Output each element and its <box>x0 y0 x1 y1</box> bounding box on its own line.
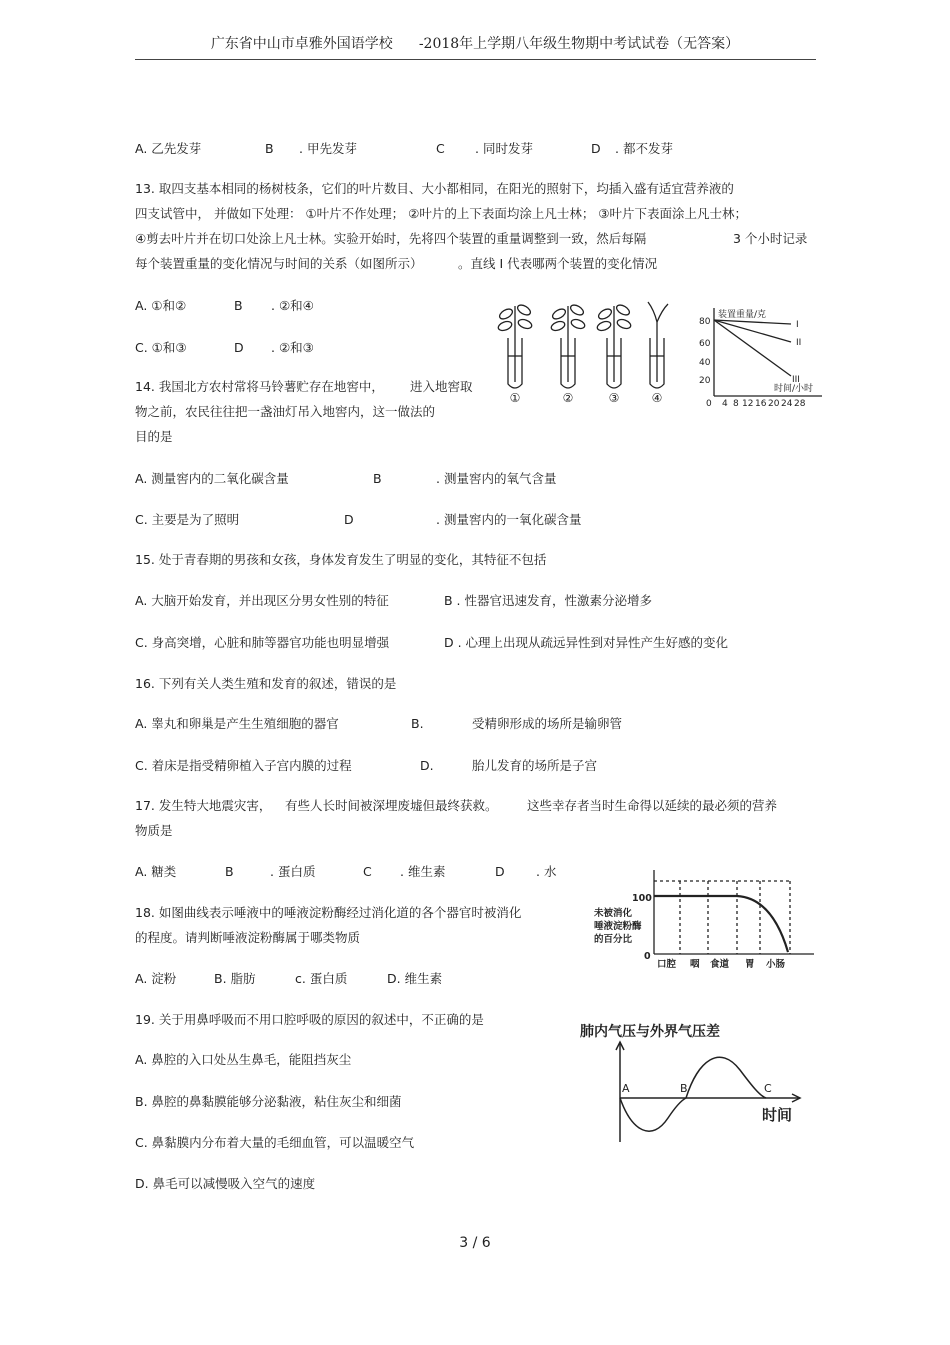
line-I-label: I <box>796 320 799 330</box>
q14-stem-line1: 14. 我国北方农村常将马铃薯贮存在地窖中， <box>135 379 384 394</box>
q15-stem: 15. 处于青春期的男孩和女孩，身体发育发生了明显的变化，其特征不包括 <box>135 552 547 567</box>
q16-option-d: 胎儿发育的场所是子宫 <box>472 758 598 773</box>
q14-option-c: C. 主要是为了照明 <box>135 512 240 527</box>
origin-label: 0 <box>644 951 651 962</box>
q17-stem-line1a: 17. 发生特大地震灾害， <box>135 798 272 813</box>
organ-esophagus: 食道 <box>710 959 730 970</box>
q13-option-d: . ②和③ <box>271 340 314 355</box>
enzyme-curve <box>654 896 788 952</box>
q17-stem-line2: 物质是 <box>135 823 173 838</box>
q13-option-a: A. ①和② <box>135 298 187 313</box>
x-tick-20: 20 <box>768 399 780 409</box>
line-II-label: II <box>796 338 802 348</box>
tube-3-label: ③ <box>608 391 620 405</box>
x-tick-12: 12 <box>742 399 754 409</box>
q13-option-d-letter: D <box>234 340 244 355</box>
q19-option-c: C. 鼻黏膜内分布着大量的毛细血管，可以温暖空气 <box>135 1135 415 1150</box>
q18-option-d: D. 维生素 <box>387 971 443 986</box>
q14-option-a: A. 测量窖内的二氧化碳含量 <box>135 471 289 486</box>
q15-option-c: C. 身高突增，心脏和肺等器官功能也明显增强 <box>135 635 390 650</box>
q17-option-b-letter: B <box>225 864 234 879</box>
tube-2-label: ② <box>562 391 574 405</box>
q13-stem-line3: ④剪去叶片并在切口处涂上凡士林。实验开始时，先将四个装置的重量调整到一致，然后每隔 <box>135 231 647 246</box>
q14-option-b-letter: B <box>373 471 382 486</box>
header-title: -2018年上学期八年级生物期中考试试卷（无答案） <box>418 36 740 52</box>
q19-stem: 19. 关于用鼻呼吸而不用口腔呼吸的原因的叙述中，不正确的是 <box>135 1012 484 1027</box>
y-axis-label: 装置重量/克 <box>718 310 767 320</box>
y-label-3: 的百分比 <box>594 934 633 945</box>
origin-label: 0 <box>706 399 712 409</box>
q13-stem-line1: 13. 取四支基本相同的杨树枝条，它们的叶片数目、大小都相同，在阳光的照射下，均插入盛有适宜营养液的 <box>135 181 734 196</box>
q13-stem-line2: 四支试管中， 并做如下处理： ①叶片不作处理； ②叶片的上下表面均涂上凡士林； ③叶片下表面涂上凡士林； <box>135 206 748 221</box>
q17-option-a: A. 糖类 <box>135 864 177 879</box>
y-tick-40: 40 <box>699 358 711 368</box>
q14-option-b: . 测量窖内的氧气含量 <box>436 471 557 486</box>
q15-option-a: A. 大脑开始发育，并出现区分男女性别的特征 <box>135 593 389 608</box>
point-a-label: A <box>622 1082 630 1095</box>
q13-stem-line4-end: 。直线 I 代表哪两个装置的变化情况 <box>458 256 658 271</box>
y-tick-100: 100 <box>632 893 652 904</box>
q13-stem-line4: 每个装置重量的变化情况与时间的关系（如图所示） <box>135 256 423 271</box>
tube-2 <box>550 303 586 388</box>
q17-option-b: . 蛋白质 <box>270 864 316 879</box>
q14-stem-line3: 目的是 <box>135 429 173 444</box>
x-tick-8: 8 <box>733 399 739 409</box>
organ-stomach: 胃 <box>745 959 755 970</box>
y-tick-80: 80 <box>699 317 711 327</box>
q18-stem-line2: 的程度。请判断唾液淀粉酶属于哪类物质 <box>135 930 361 945</box>
q13-stem-line3-end: 3 个小时记录 <box>733 231 808 246</box>
tube-4 <box>648 302 668 388</box>
y-tick-60: 60 <box>699 339 711 349</box>
q19-option-b: B. 鼻腔的鼻黏膜能够分泌黏液，粘住灰尘和细菌 <box>135 1094 402 1109</box>
q14-stem-line1-end: 进入地窖取 <box>410 379 473 394</box>
q17-option-c: . 维生素 <box>400 864 446 879</box>
q13-option-b-letter: B <box>234 298 243 313</box>
q18-enzyme-chart <box>592 866 818 970</box>
tube-1-label: ① <box>509 391 521 405</box>
q19-option-d: D. 鼻毛可以减慢吸入空气的速度 <box>135 1176 316 1191</box>
q16-option-a: A. 睾丸和卵巢是产生生殖细胞的器官 <box>135 716 339 731</box>
x-axis-label: 时间/小时 <box>774 384 814 394</box>
q16-option-c: C. 着床是指受精卵植入子宫内膜的过程 <box>135 758 352 773</box>
point-b-label: B <box>680 1082 688 1095</box>
y-label-2: 唾液淀粉酶 <box>594 921 642 932</box>
y-label-1: 未被消化 <box>594 908 633 919</box>
q12-option-c-letter: C <box>436 141 445 156</box>
q12-option-a: A. 乙先发芽 <box>135 141 202 156</box>
q18-option-b: B. 脂肪 <box>214 971 256 986</box>
q19-pressure-chart <box>580 1020 820 1146</box>
q14-option-d: . 测量窖内的一氧化碳含量 <box>436 512 582 527</box>
q16-stem: 16. 下列有关人类生殖和发育的叙述，错误的是 <box>135 676 397 691</box>
q12-option-d-letter: D <box>591 141 601 156</box>
q17-option-d: . 水 <box>536 864 557 879</box>
x-axis-label: 时间 <box>762 1106 793 1124</box>
q14-stem-line2: 物之前，农民往往把一盏油灯吊入地窖内，这一做法的 <box>135 404 436 419</box>
point-c-label: C <box>764 1082 772 1095</box>
tube-3 <box>596 303 632 388</box>
x-tick-28: 28 <box>794 399 806 409</box>
q12-option-c: . 同时发芽 <box>475 141 533 156</box>
q15-option-d: D . 心理上出现从疏远异性到对异性产生好感的变化 <box>444 635 729 650</box>
page-number: 3 / 6 <box>459 1235 491 1251</box>
q14-option-d-letter: D <box>344 512 354 527</box>
q19-option-a: A. 鼻腔的入口处丛生鼻毛，能阻挡灰尘 <box>135 1052 352 1067</box>
x-tick-24: 24 <box>781 399 793 409</box>
q17-stem-line1c: 这些幸存者当时生命得以延续的最必须的营养 <box>527 798 778 813</box>
line-III <box>714 320 791 376</box>
organ-mouth: 口腔 <box>657 959 677 970</box>
q12-option-d: . 都不发芽 <box>615 141 673 156</box>
q13-weight-chart <box>696 302 826 410</box>
q18-stem-line1: 18. 如图曲线表示唾液中的唾液淀粉酶经过消化道的各个器官时被消化 <box>135 905 522 920</box>
tube-4-label: ④ <box>651 391 663 405</box>
tube-1 <box>497 303 533 388</box>
q16-option-b: 受精卵形成的场所是输卵管 <box>472 716 623 731</box>
x-tick-4: 4 <box>722 399 728 409</box>
q18-option-c: c. 蛋白质 <box>295 971 348 986</box>
q13-plant-figure <box>490 296 690 408</box>
q18-option-a: A. 淀粉 <box>135 971 177 986</box>
page-header <box>0 33 950 53</box>
organ-pharynx: 咽 <box>690 959 700 970</box>
q16-option-b-letter: B. <box>411 716 424 731</box>
chart-title: 肺内气压与外界气压差 <box>580 1024 720 1040</box>
organ-small-intestine: 小肠 <box>766 959 786 970</box>
q17-stem-line1b: 有些人长时间被深埋废墟但最终获救。 <box>285 798 498 813</box>
pressure-curve <box>620 1057 766 1131</box>
y-tick-20: 20 <box>699 376 711 386</box>
q17-option-c-letter: C <box>363 864 372 879</box>
x-tick-16: 16 <box>755 399 767 409</box>
line-III-label: III <box>792 375 800 385</box>
header-school: 广东省中山市卓雅外国语学校 <box>210 36 393 52</box>
q13-option-b: . ②和④ <box>271 298 314 313</box>
q17-option-d-letter: D <box>495 864 505 879</box>
q16-option-d-letter: D. <box>420 758 434 773</box>
q13-option-c: C. ①和③ <box>135 340 187 355</box>
q12-option-b-letter: B <box>265 141 274 156</box>
q15-option-b: B . 性器官迅速发育，性激素分泌增多 <box>444 593 652 608</box>
q12-option-b: . 甲先发芽 <box>299 141 357 156</box>
header-divider <box>135 59 816 60</box>
